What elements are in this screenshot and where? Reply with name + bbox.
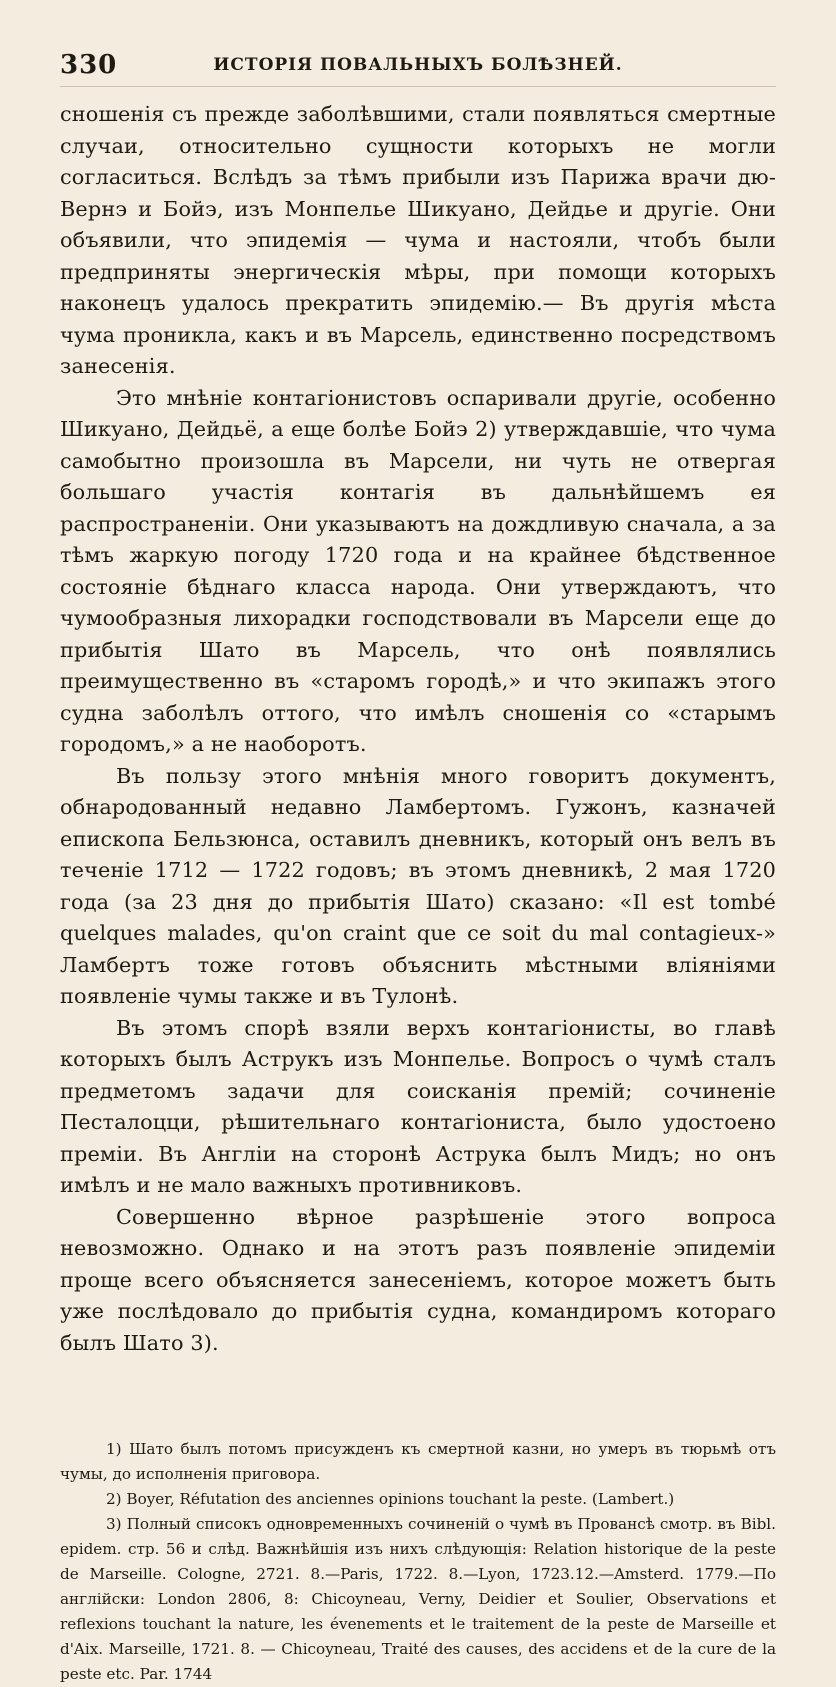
main-text (60, 99, 776, 1359)
paragraph-1: сношенія съ прежде заболѣвшими, стали появляться смертные случаи, относительно сущности которыхъ не могли согласиться. Вслѣдъ за тѣмъ прибыли изъ Парижа врачи дю-Вернэ и Бойэ, изъ Монпелье Шикуано, Дейдье и другіе. Они объявили, что эпидемія — чума и настояли, чтобъ были предприняты энергическія мѣры, при помощи которыхъ наконецъ удалось прекратить эпидемію.— Въ другія мѣста чума проникла, какъ и въ Марсель, единственно посредствомъ занесенія. (60, 102, 776, 378)
paragraph-5: Совершенно вѣрное разрѣшеніе этого вопроса невозможно. Однако и на этотъ разъ появленіе эпидеміи проще всего объясняется занесеніемъ, которое можетъ быть уже послѣдовало до прибытія судна, командиромъ котораго былъ Шато 3). (60, 1204, 776, 1355)
page-header (60, 46, 776, 87)
footnote-gap (60, 1359, 776, 1437)
paragraph-2: Это мнѣніе контагіонистовъ оспаривали другіе, особенно Шикуано, Дейдьё, а еще болѣе Бойэ 2) утверждавшіе, что чума самобытно произошла въ Марсели, ни чуть не отвергая большаго участія контагія въ дальнѣйшемъ ея распространеніи. Они указываютъ на дождливую сначала, а за тѣмъ жаркую погоду 1720 года и на крайнее бѣдственное состояніе бѣднаго класса народа. Они утверждаютъ, что чумообразныя лихорадки господствовали въ Марсели еще до прибытія Шато въ Марсель, что онѣ появлялись преимущественно въ «старомъ городѣ,» и что экипажъ этого судна заболѣлъ оттого, что имѣлъ сношенія со «старымъ городомъ,» а не наоборотъ. (60, 385, 776, 756)
running-title: ИСТОРІЯ ПОВАЛЬНЫХЪ БОЛѢЗНЕЙ. (213, 55, 623, 75)
footnote-3: 3) Полный списокъ одновременныхъ сочиненій о чумѣ въ Провансѣ смотр. въ Bibl. epidem. стр. 56 и слѣд. Важнѣйшія изъ нихъ слѣдующія: Relation historique de la peste de Marseille. Cologne, 2721. 8.—Paris, 1722. 8.—Lyon, 1723.12.—Amsterd. 1779.—По англійски: London 2806, 8: Chicoyneau, Verny, Deidier et Soulier, Observations et reflexions touchant la nature, les évenements et le traitement de la peste de Marseille et d'Aix. Marseille, 1721. 8. — Chicoyneau, Traité des causes, des accidens et de la cure de la peste etc. Par. 1744 (60, 1515, 776, 1683)
paragraph-3: Въ пользу этого мнѣнія много говоритъ документъ, обнародованный недавно Ламбертомъ. Гужонъ, казначей епископа Бельзюнса, оставилъ дневникъ, который онъ велъ въ теченіе 1712 — 1722 годовъ; въ этомъ дневникѣ, 2 мая 1720 года (за 23 дня до прибытія Шато) сказано: «Il est tombé quelques malades, qu'on craint que ce soit du mal contagieux-» Ламбертъ тоже готовъ объяснить мѣстными вліяніями появленіе чумы также и въ Тулонѣ. (60, 763, 776, 1008)
paragraph-4: Въ этомъ спорѣ взяли верхъ контагіонисты, во главѣ которыхъ былъ Аструкъ изъ Монпелье. Вопросъ о чумѣ сталъ предметомъ задачи для соисканія премій; сочиненіе Песталоцци, рѣшительнаго контагіониста, было удостоено преміи. Въ Англіи на сторонѣ Аструка былъ Мидъ; но онъ имѣлъ и не мало важныхъ противниковъ. (60, 1015, 776, 1197)
page-number: 330 (60, 50, 118, 80)
footnote-2: 2) Boyer, Réfutation des anciennes opinions touchant la peste. (Lambert.) (106, 1490, 675, 1508)
footnote-1: 1) Шато былъ потомъ присужденъ къ смертной казни, но умеръ въ тюрьмѣ отъ чумы, до исполненія приговора. (60, 1440, 776, 1483)
footnotes (60, 1437, 776, 1687)
